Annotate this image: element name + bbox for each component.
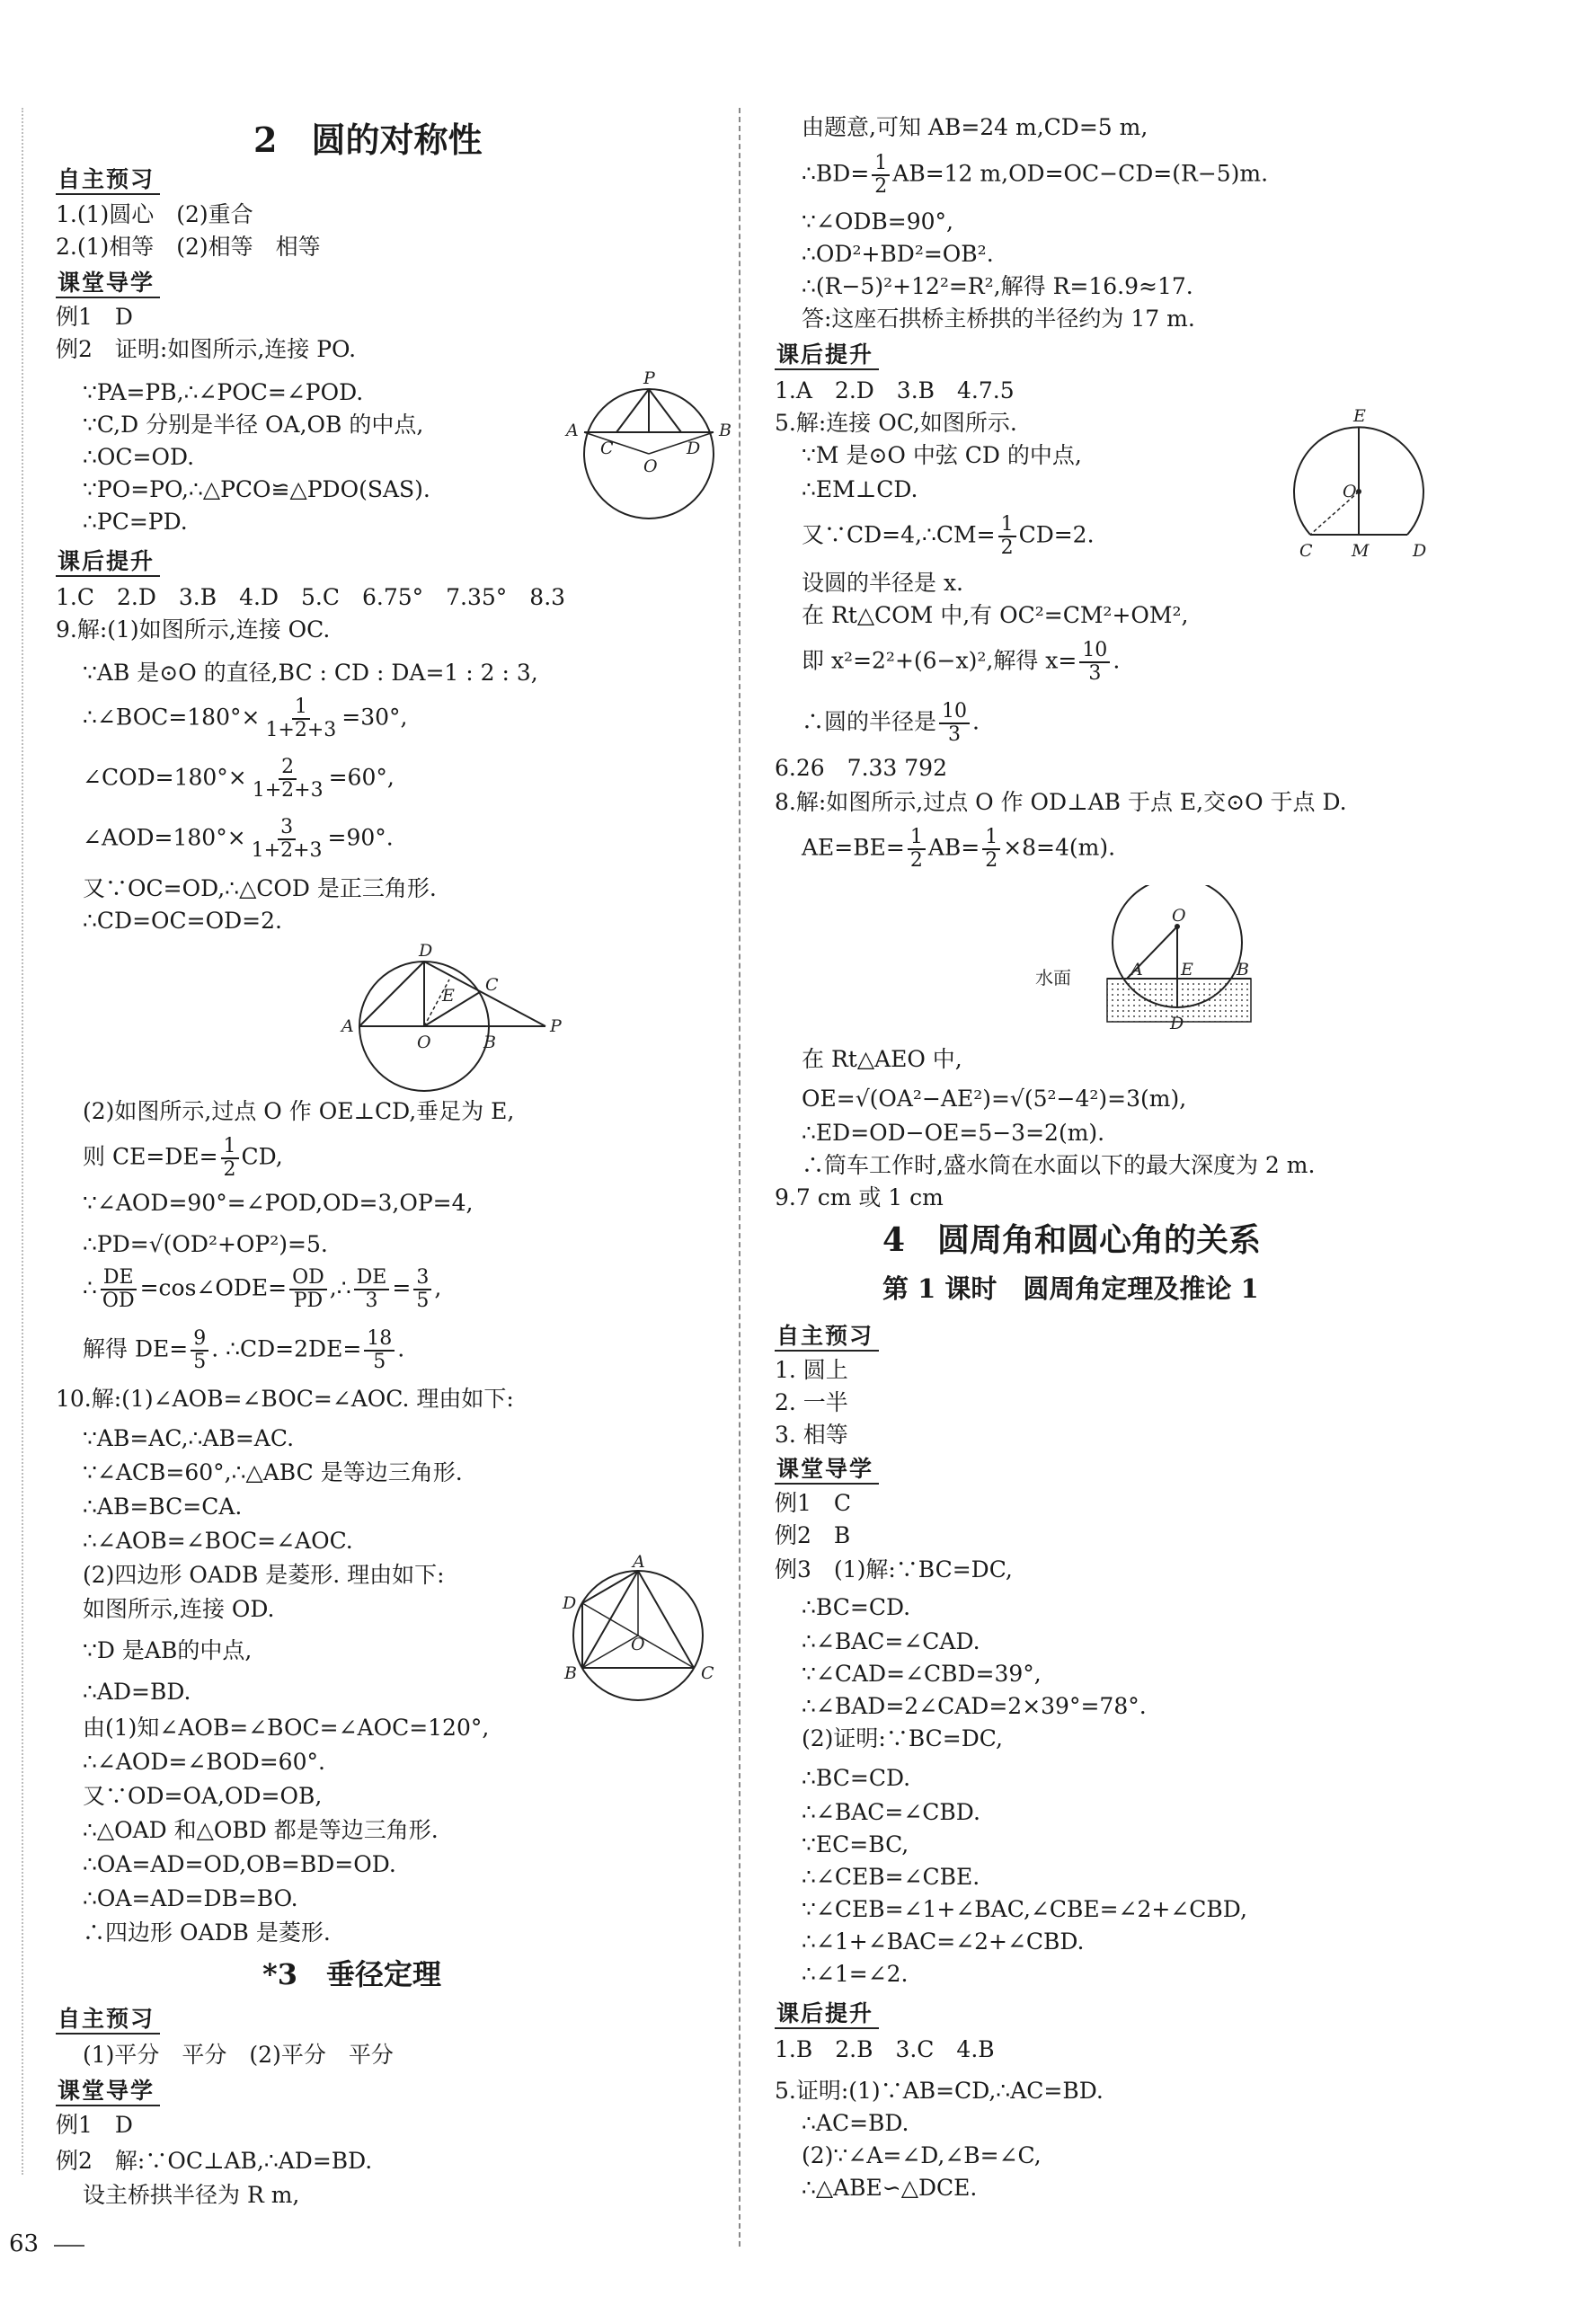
answer-line: 在 Rt△AEO 中,: [802, 1046, 962, 1072]
answer-line: (2)四边形 OADB 是菱形. 理由如下:: [83, 1562, 445, 1588]
svg-text:P: P: [550, 1016, 562, 1036]
answer-line: 1.A 2.D 3.B 4.7.5: [775, 377, 1015, 403]
answer-line: ∴AB=BC=CA.: [83, 1494, 243, 1520]
answer-line: 3. 相等: [775, 1422, 848, 1448]
answer-line: ∴∠1=∠2.: [802, 1961, 909, 1987]
answer-line: ∴∠BAC=∠CAD.: [802, 1628, 980, 1654]
answer-line: ∴∠AOB=∠BOC=∠AOC.: [83, 1528, 353, 1554]
answer-line: ∴CD=OC=OD=2.: [83, 908, 282, 934]
answer-line: 例2 B: [775, 1522, 851, 1548]
answer-line: ∵∠CEB=∠1+∠BAC,∠CBE=∠2+∠CBD,: [802, 1896, 1247, 1922]
answer-line: ∵AB 是⊙O 的直径,BC : CD : DA=1 : 2 : 3,: [83, 660, 538, 686]
formula-line: 则 CE=DE= $\frac{1}{2}$ CD,: [83, 1135, 283, 1181]
answer-line: ∴OA=AD=DB=BO.: [83, 1885, 298, 1911]
answer-line: ∵EC=BC,: [802, 1831, 909, 1857]
formula-line: ∴BD= $\frac{1}{2}$ AB=12 m,OD=OC−CD=(R−5)m.: [802, 152, 1269, 198]
svg-text:O: O: [643, 457, 658, 476]
svg-text:C: C: [600, 439, 614, 458]
answer-line: ∴筒车工作时,盛水筒在水面以下的最大深度为 2 m.: [802, 1152, 1316, 1178]
answer-line: 例1 D: [56, 304, 133, 330]
figure-circle-chord: [1278, 409, 1449, 571]
page-number: 63: [9, 2230, 40, 2257]
answer-line: 2.(1)相等 (2)相等 相等: [56, 234, 321, 260]
answer-line: 5.解:连接 OC,如图所示.: [775, 410, 1017, 436]
answer-line: ∵PO=PO,∴△PCO≌△PDO(SAS).: [83, 476, 430, 502]
svg-text:D: D: [687, 439, 701, 458]
formula-line: 即 x²=2²+(6−x)²,解得 x= $\frac{10}{3}$ .: [802, 639, 1121, 685]
answer-line: 例2 解:∵OC⊥AB,∴AD=BD.: [56, 2148, 373, 2174]
answer-line: 设圆的半径是 x.: [802, 570, 963, 596]
answer-line: ∴OA=AD=OD,OB=BD=OD.: [83, 1851, 396, 1877]
answer-line: ∴BC=CD.: [802, 1594, 911, 1620]
answer-line: 6.26 7.33 792: [775, 755, 947, 781]
answer-line: ∴EM⊥CD.: [802, 476, 918, 502]
figure-circle-cod: [280, 936, 568, 1098]
svg-text:D: D: [1170, 1014, 1184, 1033]
formula-line: 又∵CD=4,∴CM= $\frac{1}{2}$ CD=2.: [802, 513, 1095, 559]
svg-text:B: B: [1237, 960, 1249, 980]
svg-text:A: A: [1130, 960, 1143, 980]
svg-text:E: E: [1353, 409, 1366, 426]
section-title-3: *3 垂径定理: [262, 1957, 442, 1991]
answer-line: ∴AD=BD.: [83, 1679, 191, 1705]
answer-line: ∴(R−5)²+12²=R²,解得 R=16.9≈17.: [802, 273, 1193, 299]
svg-text:E: E: [442, 986, 455, 1006]
answer-line: 9.7 cm 或 1 cm: [775, 1184, 944, 1210]
answer-line: OE=√(OA²−AE²)=√(5²−4²)=3(m),: [802, 1086, 1187, 1112]
svg-text:B: B: [564, 1663, 577, 1683]
answer-line: 由(1)知∠AOB=∠BOC=∠AOC=120°,: [83, 1715, 490, 1741]
svg-text:O: O: [417, 1033, 431, 1052]
formula-line: 解得 DE= $\frac{9}{5}$ . ∴CD=2DE= $\frac{18}{5}$ .: [83, 1327, 405, 1373]
answer-line: ∴PD=√(OD²+OP²)=5.: [83, 1231, 328, 1257]
svg-text:B: B: [483, 1033, 496, 1052]
svg-text:A: A: [566, 421, 579, 440]
svg-text:M: M: [1352, 541, 1370, 561]
answer-line: ∴∠AOD=∠BOD=60°.: [83, 1749, 325, 1775]
section-label-class: 课堂导学: [56, 270, 160, 298]
answer-line: ∴∠BAC=∠CBD.: [802, 1799, 980, 1825]
figure-circle-pcd: [541, 364, 757, 526]
answer-line: 又∵OC=OD,∴△COD 是正三角形.: [83, 875, 437, 901]
section-label-after: 课后提升: [56, 548, 160, 577]
answer-line: ∵M 是⊙O 中弦 CD 的中点,: [802, 442, 1082, 468]
section-label-preview: 自主预习: [56, 2006, 160, 2035]
svg-text:C: C: [701, 1663, 714, 1683]
answer-line: ∵∠CAD=∠CBD=39°,: [802, 1661, 1042, 1687]
answer-line: 例3 (1)解:∵BC=DC,: [775, 1556, 1013, 1582]
answer-line: ∴∠BAD=2∠CAD=2×39°=78°.: [802, 1693, 1147, 1719]
section-label-preview: 自主预习: [56, 166, 160, 195]
answer-line: (2)∵∠A=∠D,∠B=∠C,: [802, 2142, 1042, 2168]
answer-line: ∴BC=CD.: [802, 1765, 911, 1791]
answer-line: ∴∠1+∠BAC=∠2+∠CBD.: [802, 1928, 1085, 1955]
answer-line: ∵PA=PB,∴∠POC=∠POD.: [83, 379, 364, 405]
answer-line: ∴△ABE∽△DCE.: [802, 2175, 978, 2201]
answer-line: ∴OC=OD.: [83, 444, 195, 470]
answer-line: 例1 D: [56, 2112, 133, 2138]
svg-text:O: O: [1172, 906, 1186, 926]
answer-line: ∴AC=BD.: [802, 2110, 909, 2136]
answer-line: 在 Rt△COM 中,有 OC²=CM²+OM²,: [802, 602, 1189, 628]
answer-line: 5.证明:(1)∵AB=CD,∴AC=BD.: [775, 2078, 1104, 2104]
answer-line: 由题意,可知 AB=24 m,CD=5 m,: [802, 114, 1148, 140]
answer-line: (2)证明:∵BC=DC,: [802, 1725, 1003, 1751]
answer-line: 2. 一半: [775, 1389, 848, 1415]
answer-line: 如图所示,连接 OD.: [83, 1596, 275, 1622]
answer-line: 例1 C: [775, 1490, 852, 1516]
figure-circle-rhombus: [541, 1553, 739, 1706]
section-label-class: 课堂导学: [775, 1456, 879, 1485]
answer-line: ∴PC=PD.: [83, 509, 188, 535]
answer-line: (1)平分 平分 (2)平分 平分: [83, 2042, 394, 2068]
formula-line: AE=BE= $\frac{1}{2}$ AB= $\frac{1}{2}$ ×8=4(m).: [802, 826, 1116, 872]
answer-line: ∵∠AOD=90°=∠POD,OD=3,OP=4,: [83, 1190, 474, 1216]
svg-text:C: C: [1299, 541, 1313, 561]
figure-waterwheel: [1008, 885, 1296, 1038]
margin-rule: [22, 108, 23, 2175]
svg-text:O: O: [631, 1635, 645, 1654]
svg-text:D: D: [419, 941, 433, 961]
svg-text:D: D: [563, 1593, 577, 1613]
answer-line: ∴四边形 OADB 是菱形.: [83, 1919, 331, 1946]
lesson-title: 第 1 课时 圆周角定理及推论 1: [882, 1273, 1259, 1304]
answer-line: ∵∠ODB=90°,: [802, 208, 953, 235]
answer-line: ∵∠ACB=60°,∴△ABC 是等边三角形.: [83, 1459, 463, 1485]
answer-line: 又∵OD=OA,OD=OB,: [83, 1783, 323, 1809]
svg-text:A: A: [341, 1016, 354, 1036]
answer-line: 9.解:(1)如图所示,连接 OC.: [56, 616, 331, 643]
answer-line: 1.B 2.B 3.C 4.B: [775, 2036, 995, 2062]
answer-line: 10.解:(1)∠AOB=∠BOC=∠AOC. 理由如下:: [56, 1386, 514, 1412]
page-number-dash: [54, 2245, 84, 2247]
formula-line: ∴∠BOC=180°× $\frac{1}{1+2+3}$ =30°,: [83, 696, 408, 741]
answer-line: 1.C 2.D 3.B 4.D 5.C 6.75° 7.35° 8.3: [56, 584, 566, 610]
answer-line: ∴OD²+BD²=OB².: [802, 241, 994, 267]
svg-text:E: E: [1181, 960, 1193, 980]
answer-line: (2)如图所示,过点 O 作 OE⊥CD,垂足为 E,: [83, 1098, 515, 1124]
answer-line: 答:这座石拱桥主桥拱的半径约为 17 m.: [802, 306, 1195, 332]
answer-line: ∵D 是AB的中点,: [83, 1637, 253, 1663]
svg-text:水面: 水面: [1035, 967, 1071, 988]
section-label-after: 课后提升: [775, 2000, 879, 2029]
svg-text:P: P: [643, 368, 655, 388]
answer-line: 1. 圆上: [775, 1357, 848, 1383]
answer-line: 例2 证明:如图所示,连接 PO.: [56, 336, 357, 362]
formula-line: ∠COD=180°× $\frac{2}{1+2+3}$ =60°,: [83, 756, 395, 802]
formula-line: ∴圆的半径是 $\frac{10}{3}$ .: [802, 700, 980, 746]
section-title-4: 4 圆周角和圆心角的关系: [882, 1221, 1262, 1259]
section-label-after: 课后提升: [775, 341, 879, 370]
section-title-2: 2 圆的对称性: [253, 120, 483, 160]
formula-line: ∠AOD=180°× $\frac{3}{1+2+3}$ =90°.: [83, 816, 394, 862]
section-label-preview: 自主预习: [775, 1323, 879, 1352]
answer-line: 1.(1)圆心 (2)重合: [56, 201, 253, 227]
answer-line: ∴ED=OD−OE=5−3=2(m).: [802, 1120, 1105, 1146]
section-label-class: 课堂导学: [56, 2078, 160, 2106]
answer-line: ∵C,D 分别是半径 OA,OB 的中点,: [83, 412, 424, 438]
answer-line: 8.解:如图所示,过点 O 作 OD⊥AB 于点 E,交⊙O 于点 D.: [775, 789, 1347, 815]
answer-line: 设主桥拱半径为 R m,: [83, 2182, 300, 2208]
svg-text:O: O: [1343, 482, 1357, 501]
formula-line: ∴ $\frac{DE}{OD}$ =cos∠ODE= $\frac{OD}{PD}$ ,∴ $\frac{DE}{3}$ = $\frac{3}{5}$ ,: [83, 1266, 442, 1312]
svg-text:A: A: [633, 1553, 645, 1572]
svg-text:C: C: [485, 975, 499, 995]
answer-line: ∵AB=AC,∴AB=AC.: [83, 1425, 295, 1451]
svg-text:B: B: [719, 421, 732, 440]
answer-line: ∴∠CEB=∠CBE.: [802, 1864, 980, 1890]
answer-line: ∴△OAD 和△OBD 都是等边三角形.: [83, 1817, 439, 1843]
svg-text:D: D: [1413, 541, 1427, 561]
